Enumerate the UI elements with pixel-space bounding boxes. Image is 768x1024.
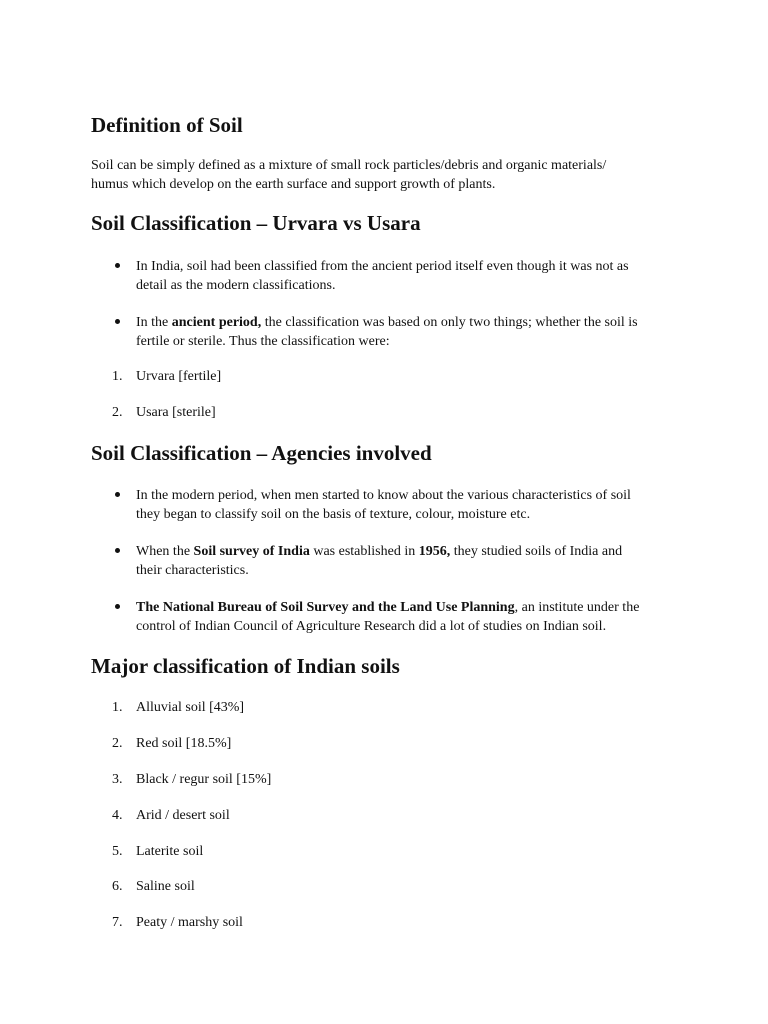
heading-urvara-vs-usara: Soil Classification – Urvara vs Usara — [91, 211, 421, 235]
list-item-text: Urvara [fertile] — [136, 369, 222, 384]
list-item-urvara — [112, 367, 681, 386]
list-number: 4. — [112, 808, 123, 823]
bullet-text-bold-1: Soil survey of India — [193, 544, 310, 559]
bullet-text-line-2: their characteristics. — [136, 563, 249, 578]
bullet-modern-period — [136, 486, 681, 524]
list-number: 2. — [112, 405, 123, 420]
definition-line-1: Soil can be simply defined as a mixture of small rock particles/debris and organic materials/ — [91, 158, 607, 173]
list-item-laterite-soil — [112, 842, 681, 861]
list-item-text: Usara [sterile] — [136, 405, 216, 420]
list-item-arid-soil — [112, 806, 681, 825]
definition-line-2: humus which develop on the earth surface and support growth of plants. — [91, 177, 496, 192]
bullet-text-line-1: In India, soil had been classified from the ancient period itself even though it was not as — [136, 259, 629, 274]
bullet-text-pre: In the — [136, 315, 172, 330]
bullet-soil-survey-of-india — [136, 542, 681, 580]
bullet-text-bold: The National Bureau of Soil Survey and the Land Use Planning — [136, 600, 515, 615]
list-number: 1. — [112, 700, 123, 715]
bullet-dot — [115, 604, 120, 609]
bullet-text-post: , an institute under the — [514, 600, 640, 615]
list-number: 7. — [112, 915, 123, 930]
bullet-ancient-period — [136, 313, 681, 351]
bullet-dot — [115, 319, 120, 324]
list-number: 5. — [112, 844, 123, 859]
bullet-text-line-2: detail as the modern classifications. — [136, 278, 336, 293]
list-number: 6. — [112, 879, 123, 894]
bullet-text-post: the classification was based on only two things; whether the soil is — [261, 315, 638, 330]
bullet-text-bold: ancient period, — [171, 315, 262, 330]
list-item-text: Arid / desert soil — [136, 808, 230, 823]
list-item-text: Red soil [18.5%] — [136, 736, 232, 751]
bullet-text-line-2: fertile or sterile. Thus the classification were: — [136, 334, 390, 349]
list-item-red-soil — [112, 734, 681, 753]
bullet-text-line-2: control of Indian Council of Agriculture Research did a lot of studies on Indian soil. — [136, 619, 607, 634]
list-item-text: Peaty / marshy soil — [136, 915, 243, 930]
bullet-national-bureau — [136, 598, 681, 636]
bullet-text-pre: When the — [136, 544, 194, 559]
bullet-text-post: they studied soils of India and — [450, 544, 623, 559]
list-item-black-soil — [112, 770, 681, 789]
list-item-text: Black / regur soil [15%] — [136, 772, 272, 787]
list-item-usara — [112, 403, 681, 422]
list-number: 1. — [112, 369, 123, 384]
list-item-saline-soil — [112, 877, 681, 896]
list-item-text: Laterite soil — [136, 844, 204, 859]
bullet-dot — [115, 492, 120, 497]
list-item-peaty-soil — [112, 913, 681, 932]
list-item-text: Saline soil — [136, 879, 195, 894]
heading-agencies-involved: Soil Classification – Agencies involved — [91, 441, 432, 465]
bullet-text-mid: was established in — [309, 544, 419, 559]
definition-paragraph — [91, 156, 666, 194]
list-item-text: Alluvial soil [43%] — [136, 700, 245, 715]
bullet-dot — [115, 263, 120, 268]
bullet-text-line-1: In the modern period, when men started to know about the various characteristics of soil — [136, 488, 631, 503]
bullet-text-line-2: they began to classify soil on the basis of texture, colour, moisture etc. — [136, 507, 531, 522]
list-number: 2. — [112, 736, 123, 751]
list-number: 3. — [112, 772, 123, 787]
bullet-text-bold-2: 1956, — [418, 544, 451, 559]
bullet-india-classification — [136, 257, 681, 295]
list-item-alluvial-soil — [112, 698, 681, 717]
heading-definition-of-soil: Definition of Soil — [91, 113, 243, 137]
heading-major-classification: Major classification of Indian soils — [91, 654, 400, 678]
bullet-dot — [115, 548, 120, 553]
